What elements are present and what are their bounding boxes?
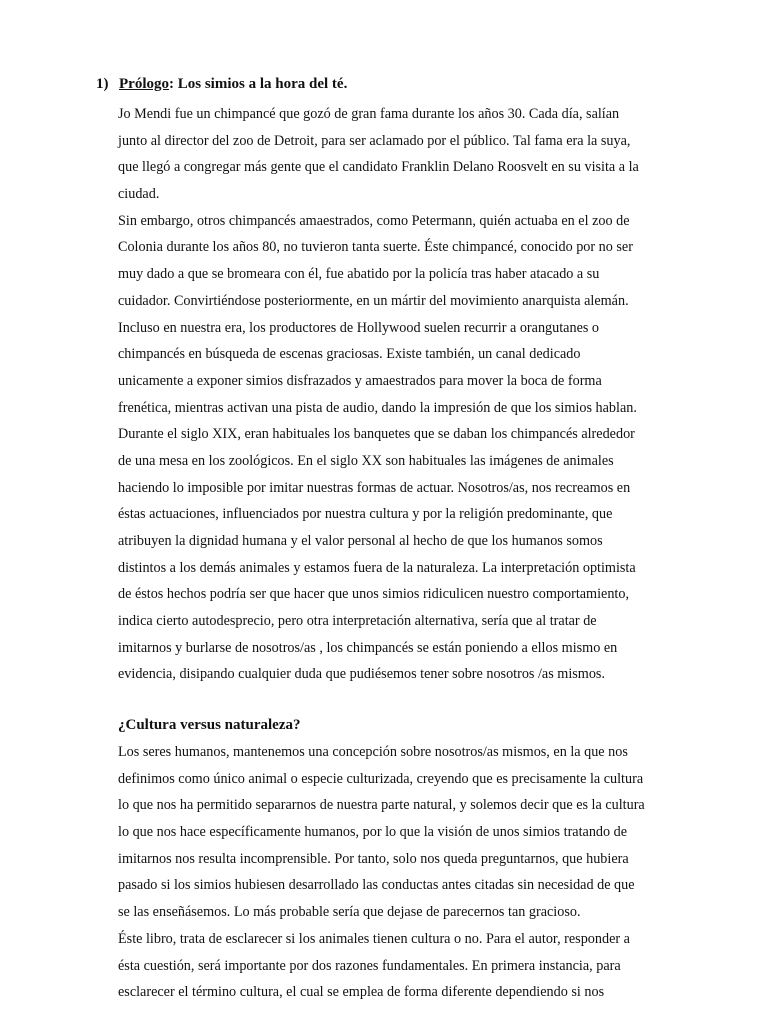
paragraph-line: unicamente a exponer simios disfrazados y amaestrados para mover la boca de forma: [118, 372, 602, 389]
paragraph-line: definimos como único animal o especie culturizada, creyendo que es precisamente la cultura: [118, 770, 644, 787]
paragraph-line: muy dado a que se bromeara con él, fue abatido por la policía tras haber atacado a su: [118, 266, 600, 283]
paragraph-line: de una mesa en los zoológicos. En el siglo XX son habituales las imágenes de animales: [118, 452, 614, 469]
paragraph-line: frenética, mientras activan una pista de audio, dando la impresión de que los simios hablan.: [118, 399, 637, 416]
paragraph-line: chimpancés en búsqueda de escenas graciosas. Existe también, un canal dedicado: [118, 346, 581, 363]
section-2-heading: ¿Cultura versus naturaleza?: [118, 717, 301, 733]
paragraph-line: haciendo lo imposible por imitar nuestras formas de actuar. Nosotros/as, nos recreamos en: [118, 479, 631, 496]
paragraph-line: indica cierto autodesprecio, pero otra interpretación alternativa, sería que al tratar de: [118, 613, 597, 630]
section-1-heading: [96, 74, 347, 94]
heading-title: : Los simios a la hora del té.: [169, 76, 348, 92]
paragraph-line: atribuyen la dignidad humana y el valor personal al hecho de que los humanos somos: [118, 533, 603, 549]
heading-prologo: Prólogo: [119, 76, 169, 92]
paragraph-line: pasado si los simios hubiesen desarrollado las conductas antes citadas sin necesidad de que: [118, 877, 635, 894]
paragraph-line: cuidador. Convirtiéndose posteriormente, en un mártir del movimiento anarquista alemán.: [118, 292, 629, 309]
paragraph-line: éstas actuaciones, influenciados por nuestra cultura y por la religión predominante, que: [118, 506, 613, 523]
paragraph-line: que llegó a congregar más gente que el candidato Franklin Delano Roosvelt en su visita a la: [118, 159, 639, 176]
section-2-body: [118, 739, 693, 1006]
section-1-body: [118, 101, 693, 688]
paragraph-line: Los seres humanos, mantenemos una concepción sobre nosotros/as mismos, en la que nos: [118, 744, 628, 760]
paragraph-line: Durante el siglo XIX, eran habituales los banquetes que se daban los chimpancés alrededor: [118, 426, 635, 443]
paragraph-line: ciudad.: [118, 186, 160, 203]
section-number: 1): [96, 76, 109, 92]
paragraph-line: lo que nos hace específicamente humanos, por lo que la visión de unos simios tratando de: [118, 824, 628, 841]
paragraph-line: de éstos hechos podría ser que hacer que unos simios ridiculicen nuestro comportamiento,: [118, 586, 630, 603]
paragraph-line: lo que nos ha permitido separarnos de nuestra parte natural, y solemos decir que es la cultura: [118, 797, 645, 814]
paragraph-line: esclarecer el término cultura, el cual se emplea de forma diferente dependiendo si nos: [118, 984, 605, 1001]
paragraph-line: distintos a los demás animales y estamos fuera de la naturaleza. La interpretación optimista: [118, 559, 636, 576]
paragraph-line: imitarnos nos resulta incomprensible. Por tanto, solo nos queda preguntarnos, que hubiera: [118, 850, 629, 867]
paragraph-line: ésta cuestión, será importante por dos razones fundamentales. En primera instancia, para: [118, 957, 621, 974]
paragraph-line: Éste libro, trata de esclarecer si los animales tienen cultura o no. Para el autor, responder a: [118, 930, 630, 947]
paragraph-line: junto al director del zoo de Detroit, para ser aclamado por el público. Tal fama era la suya,: [118, 132, 631, 149]
paragraph-line: Sin embargo, otros chimpancés amaestrados, como Petermann, quién actuaba en el zoo de: [118, 212, 630, 229]
paragraph-line: se las enseñásemos. Lo más probable sería que dejase de parecernos tan gracioso.: [118, 904, 581, 921]
paragraph-line: evidencia, disipando cualquier duda que pudiésemos tener sobre nosotros /as mismos.: [118, 666, 605, 683]
paragraph-line: imitarnos y burlarse de nosotros/as , los chimpancés se están poniendo a ellos mismo en: [118, 639, 618, 656]
paragraph-line: Incluso en nuestra era, los productores de Hollywood suelen recurrir a orangutanes o: [118, 319, 600, 336]
paragraph-line: Colonia durante los años 80, no tuvieron tanta suerte. Éste chimpancé, conocido por no ser: [118, 239, 633, 256]
paragraph-line: Jo Mendi fue un chimpancé que gozó de gran fama durante los años 30. Cada día, salían: [118, 106, 620, 122]
